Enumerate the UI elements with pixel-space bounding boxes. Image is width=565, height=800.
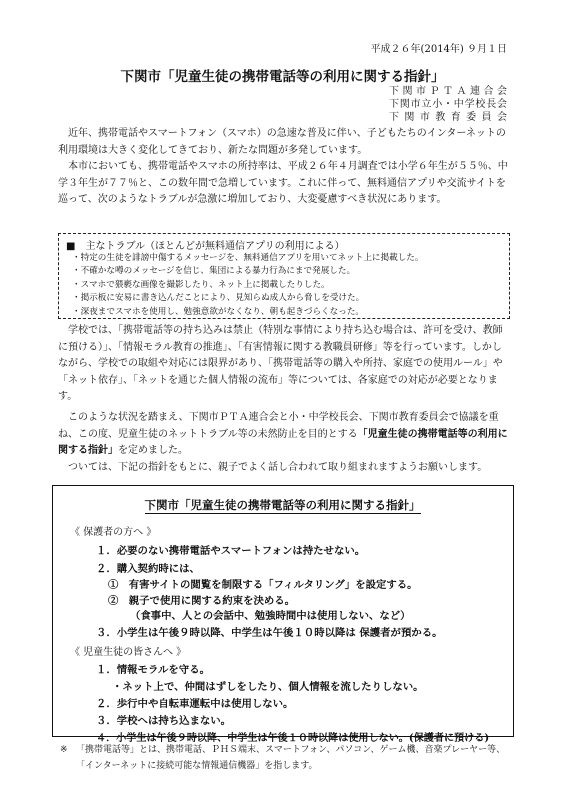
document-date: 平成２６年(2014年) ９月１日 <box>370 44 507 55</box>
footnote <box>60 743 506 774</box>
parents-heading: 《 保護者の方へ 》 <box>70 527 157 538</box>
guideline-intro-text: このような状況を踏まえ、下関市ＰＴＡ連合会と小・中学校長会、下関市教育委員会で協議を重ね、この度、児童生徒のネットトラブル等の未然防止を目的とする <box>58 412 499 440</box>
org-board: 下 関 市 教 育 委 員 会 <box>389 111 507 123</box>
parents-rule-2c: （食事中、人との会話中、勉強時間中は使用しない、など） <box>130 610 411 622</box>
trouble-item: ・スマホで猥褻な画像を撮影したり、ネット上に掲載したりした。 <box>72 279 330 290</box>
intro-paragraphs <box>58 126 510 209</box>
parents-rule-2a: ① 有害サイトの閲覧を制限する「フィルタリング」を設定する。 <box>108 579 418 591</box>
students-heading: 《 児童生徒の皆さんへ 》 <box>70 647 187 658</box>
students-rule-4: ４．小学生は午後９時以降、中学生は午後１０時以降は使用しない。(保護者に預ける) <box>96 733 490 744</box>
trouble-item: ・深夜までスマホを使用し、勉強意欲がなくなり、朝も起きづらくなった。 <box>72 306 365 317</box>
parents-rule-2b: ② 親子で使用に関する約束を決める。 <box>108 595 296 607</box>
guideline-intro-paragraph <box>58 410 510 460</box>
org-pta: 下 関 市 Ｐ Ｔ Ａ 連 合 会 <box>389 86 507 97</box>
intro-paragraph-1: 近年、携帯電話やスマートフォン（スマホ）の急速な普及に伴い、子どもたちのインターネットの利用環境は大きく変化してきており、新たな問題が多発しています。 <box>58 128 506 156</box>
trouble-heading: ■ 主なトラブル（ほとんどが無料通信アプリの利用による） <box>66 241 345 252</box>
footnote-text: 「携帯電話等」とは、携帯電話、ＰＨＳ端末、スマートフォン、パソコン、ゲーム機、音楽プレーヤー等、「インターネットに接続可能な情報通信機器」を指します。 <box>76 745 506 771</box>
guideline-title <box>0 497 565 513</box>
footnote-mark: ※ <box>60 745 68 755</box>
trouble-item: ・掲示板に安易に書き込んだことにより、見知らぬ成人から脅しを受けた。 <box>72 293 365 304</box>
students-rule-1: １．情報モラルを守る。 <box>96 664 210 676</box>
document-title: 下関市「児童生徒の携帯電話等の利用に関する指針」 <box>120 69 445 85</box>
trouble-list <box>72 252 424 319</box>
parents-rule-2: ２．購入契約時には、 <box>96 563 200 575</box>
issuing-organizations <box>389 86 507 124</box>
parents-rule-1: １．必要のない携帯電話やスマートフォンは持たせない。 <box>96 545 366 557</box>
intro-paragraph-2: 本市においても、携帯電話やスマホの所持率は、平成２６年４月調査では小学６年生が５５％、中学３年生が７７％と、この数年間で急増しています。これに伴って、無料通信アプリや交流サイトを巡って、次のようなトラブルが急激に増加しており、大変憂慮すべき状況にあります。 <box>58 161 508 206</box>
guideline-name-emphasis: 「児童生徒の携帯電話等の利用に関する指針」 <box>58 428 508 457</box>
guideline-title-text: 下関市「児童生徒の携帯電話等の利用に関する指針」 <box>144 498 421 512</box>
guideline-intro-end: を定めました。 <box>118 445 188 457</box>
trouble-item: ・特定の生徒を誹謗中傷するメッセージを、無料通信アプリを用いてネット上に掲載した。 <box>72 253 424 263</box>
students-rule-1a: ・ネット上で、仲間はずしをしたり、個人情報を流したりしない。 <box>112 681 424 693</box>
org-principals: 下関市立小・中学校長会 <box>389 98 507 110</box>
parents-rule-3: ３．小学生は午後９時以降、中学生は午後１０時以降は 保護者が預かる。 <box>96 627 443 639</box>
students-rule-2: ２．歩行中や自転車運転中は使用しない。 <box>96 698 294 710</box>
guideline-intro-paragraphs <box>58 410 510 476</box>
school-measures-paragraph: 学校では、「携帯電話等の持ち込みは禁止（特別な事情により持ち込む場合は、許可を受け、教師に預ける）」、「情報モラル教育の推進」、「有害情報に関する教職員研修」等を行っています。しかしながら、学校での取組や対応には限界があり、「携帯電話等の購入や所持、家庭での使用ルール」や「ネット依存」、「ネットを通じた個人情報の流布」等については、各家庭での対応が必要となります。 <box>58 325 503 403</box>
request-paragraph: ついては、下記の指針をもとに、親子でよく話し合われて取り組まれますようお願いします。 <box>68 461 488 473</box>
students-rule-3: ３．学校へは持ち込まない。 <box>96 715 232 727</box>
trouble-item: ・不確かな噂のメッセージを信じ、集団による暴力行為にまで発展した。 <box>72 266 356 277</box>
